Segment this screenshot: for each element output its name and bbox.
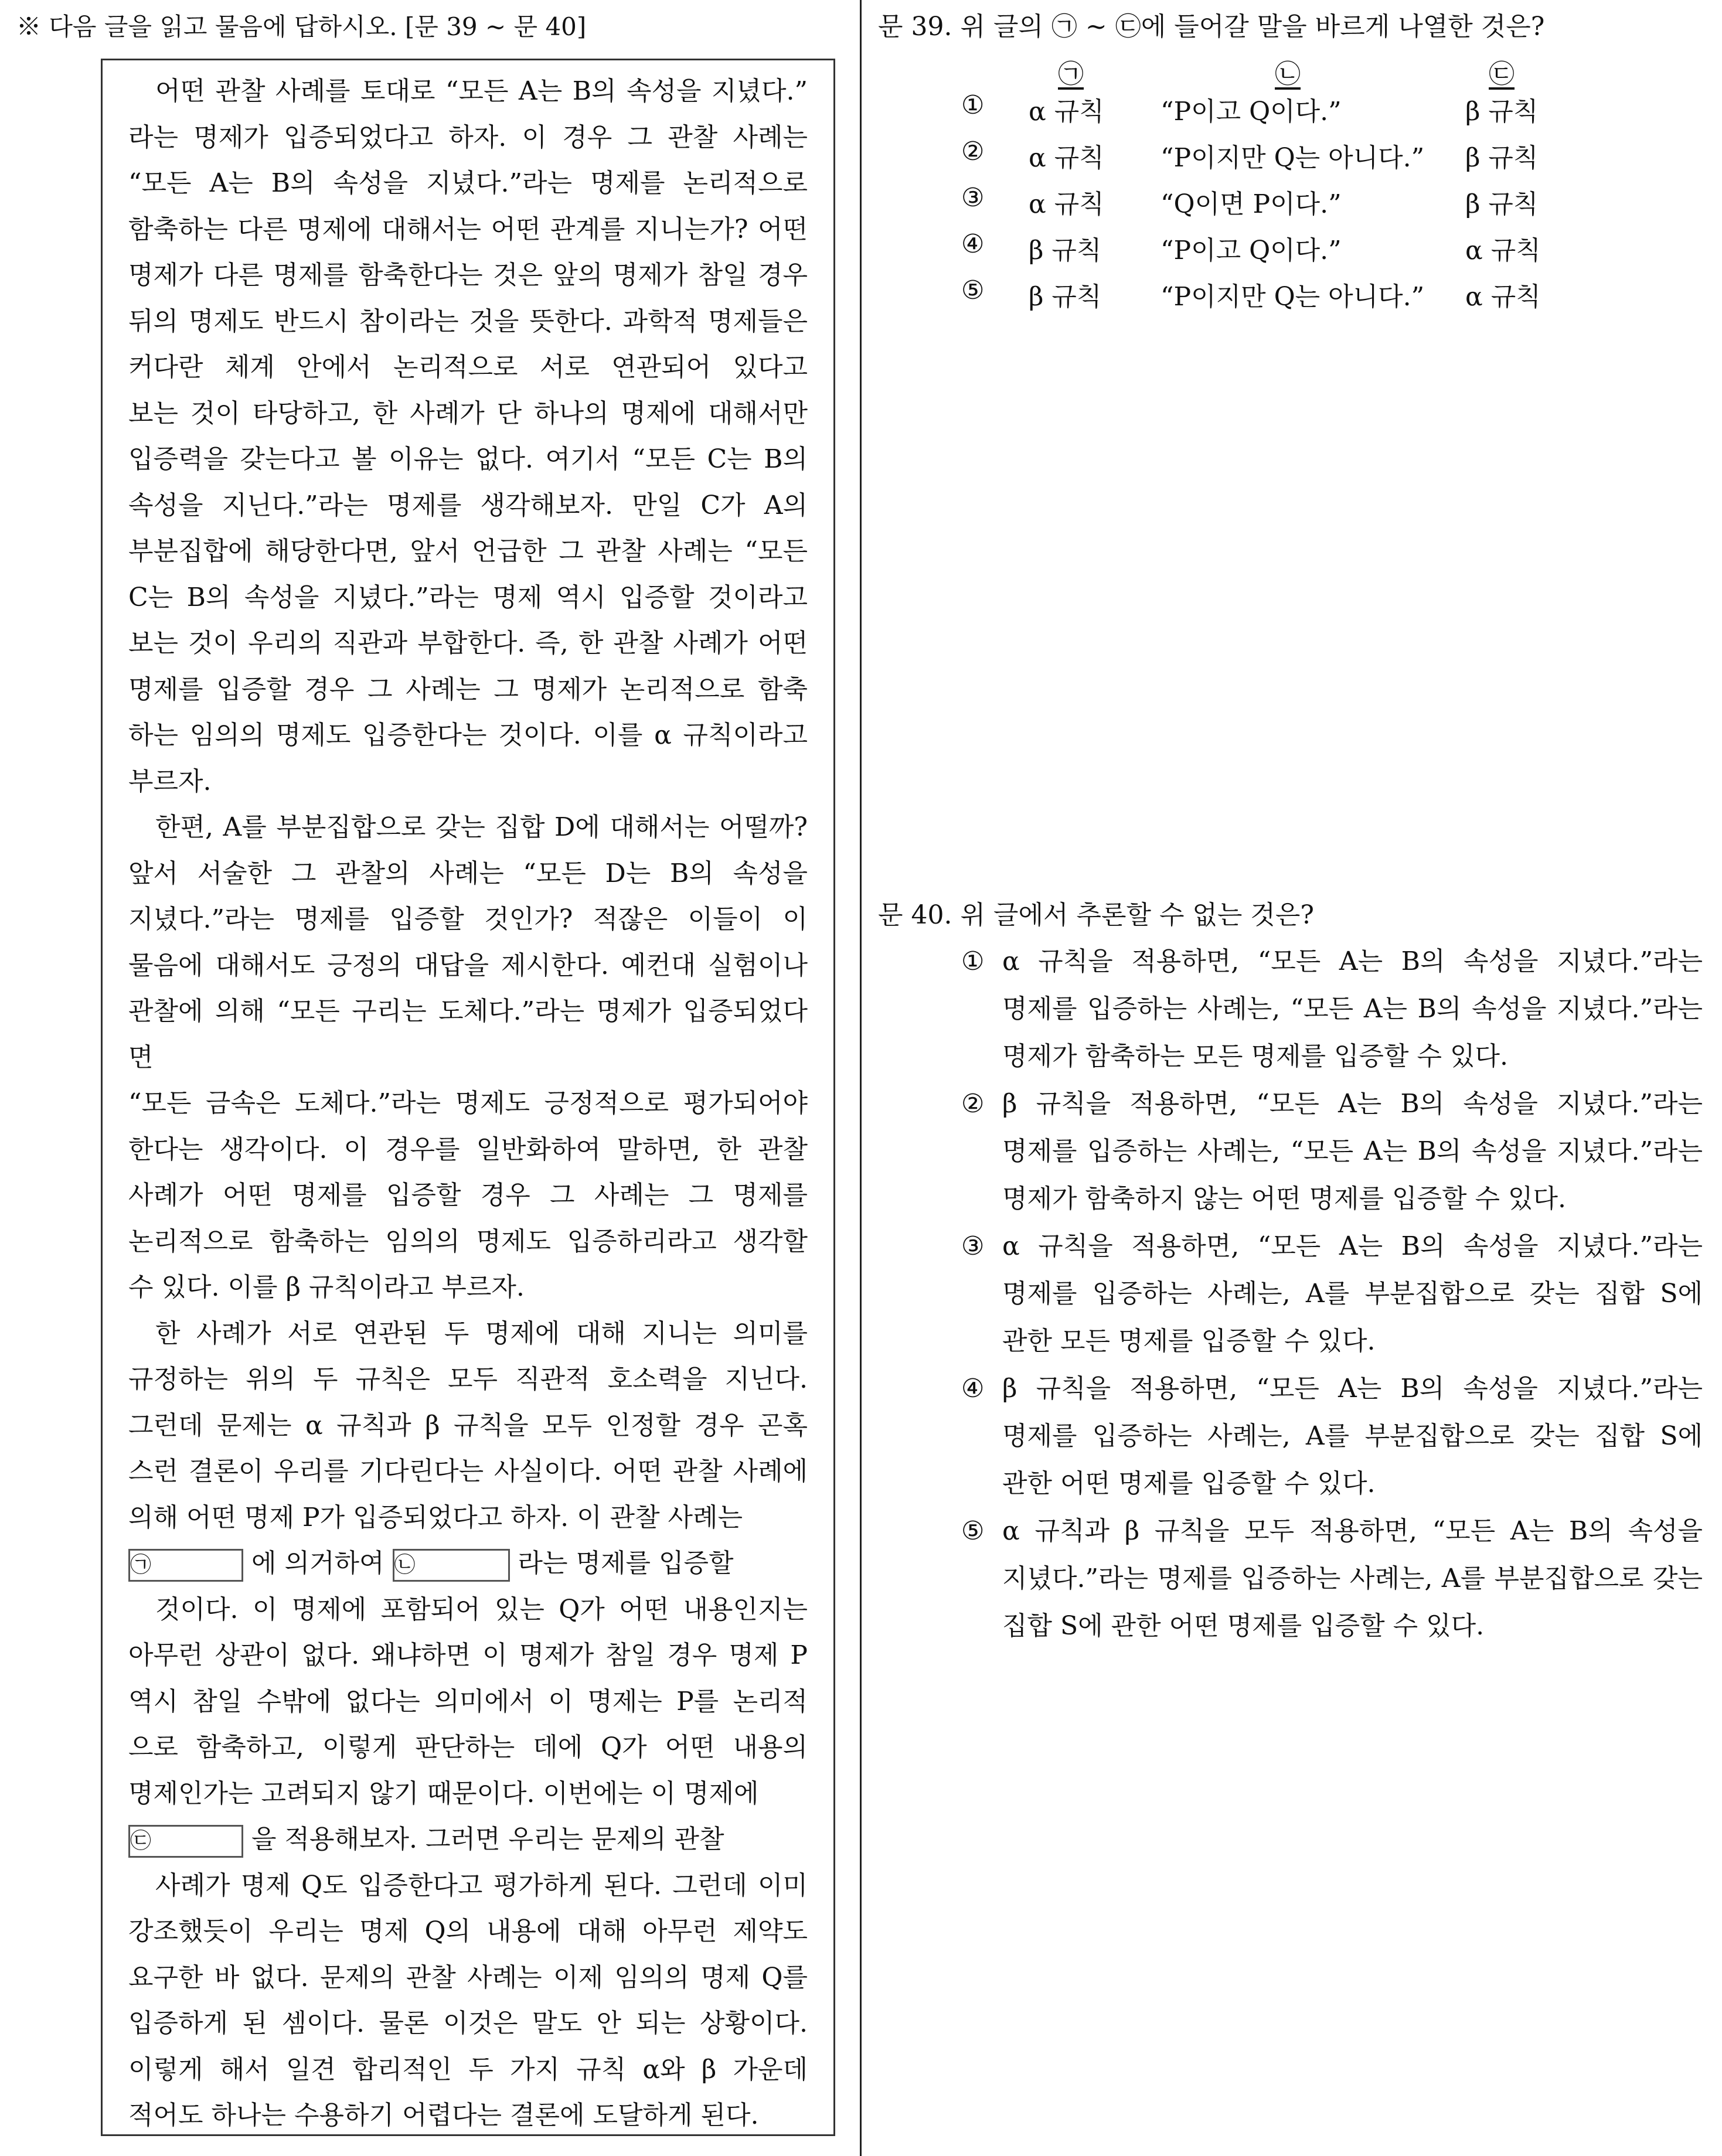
question-40-options: [961, 938, 1703, 1650]
q39-option-cell-c: β 규칙: [1465, 143, 1539, 173]
q40-option-1[interactable]: [961, 938, 1703, 1080]
q40-option-4[interactable]: [961, 1365, 1703, 1507]
instruction-text: ※ 다음 글을 읽고 물음에 답하시오. [문 39 ~ 문 40]: [16, 12, 587, 41]
paragraph-3b: [128, 1587, 808, 1817]
q39-option-cell-a: β 규칙: [1029, 236, 1102, 265]
passage-line: C는 B의 속성을 지녔다.”라는 명제 역시 입증할 것이라고: [128, 582, 808, 612]
q39-option-4[interactable]: [961, 229, 1665, 275]
passage-line: 하는 임의의 명제도 입증한다는 것이다. 이를 α 규칙이라고: [128, 720, 808, 750]
passage-line: 아무런 상관이 없다. 왜냐하면 이 명제가 참일 경우 명제 P: [128, 1640, 808, 1670]
passage-line: 명제인가는 고려되지 않기 때문이다. 이번에는 이 명제에: [128, 1778, 759, 1808]
q40-option-text: [1002, 1365, 1703, 1507]
blank-line-c: [128, 1817, 808, 1863]
passage-line: 적어도 하나는 수용하기 어렵다는 결론에 도달하게 된다.: [128, 2100, 759, 2130]
q39-option-1[interactable]: [961, 90, 1665, 137]
blank-line-ab-mid: 에 의거하여: [251, 1548, 384, 1578]
passage-line: 보는 것이 타당하고, 한 사례가 단 하나의 명제에 대해서만: [128, 398, 808, 428]
q40-option-line: 명제를 입증하는 사례는, A를 부분집합으로 갖는 집합 S에: [1002, 1421, 1703, 1451]
passage-line: 지녔다.”라는 명제를 입증할 것인가? 적잖은 이들이 이: [128, 904, 808, 934]
passage-line: 부분집합에 해당한다면, 앞서 언급한 그 관찰 사례는 “모든: [128, 536, 808, 566]
q40-option-line: 명제를 입증하는 사례는, “모든 A는 B의 속성을 지녔다.”라는: [1002, 994, 1703, 1024]
reading-passage: [101, 59, 835, 2136]
blank-c-box: ㉢: [128, 1825, 243, 1858]
q39-option-cell-a: α 규칙: [1029, 189, 1104, 219]
q39-option-cell-a: α 규칙: [1029, 143, 1104, 173]
q40-option-line: β 규칙을 적용하면, “모든 A는 B의 속성을 지녔다.”라는: [1002, 1374, 1703, 1404]
passage-line: 커다란 체계 안에서 논리적으로 서로 연관되어 있다고: [128, 352, 808, 382]
q39-column-headers: [961, 53, 1665, 90]
passage-line: 보는 것이 우리의 직관과 부합한다. 즉, 한 관찰 사례가 어떤: [128, 628, 808, 658]
q39-header-c: ㉢: [1489, 59, 1515, 89]
q40-option-line: β 규칙을 적용하면, “모든 A는 B의 속성을 지녔다.”라는: [1002, 1089, 1703, 1119]
q39-option-cell-b: “Q이면 P이다.”: [1161, 189, 1342, 219]
q39-option-cell-num: ③: [961, 183, 985, 213]
passage-line: 사례가 어떤 명제를 입증할 경우 그 사례는 그 명제를: [128, 1180, 808, 1210]
paragraph-2: [128, 805, 808, 1311]
q39-option-5[interactable]: [961, 275, 1665, 322]
passage-line: 그런데 문제는 α 규칙과 β 규칙을 모두 인정할 경우 곤혹: [128, 1410, 808, 1440]
passage-line: 속성을 지닌다.”라는 명제를 생각해보자. 만일 C가 A의: [128, 490, 808, 520]
passage-line: 수 있다. 이를 β 규칙이라고 부르자.: [128, 1272, 525, 1302]
q39-option-cell-num: ②: [961, 137, 985, 166]
q40-option-line: 관한 모든 명제를 입증할 수 있다.: [1002, 1326, 1376, 1356]
passage-line: 강조했듯이 우리는 명제 Q의 내용에 대해 아무런 제약도: [128, 1916, 808, 1946]
q39-option-cell-a: α 규칙: [1029, 97, 1104, 127]
q40-option-text: [1002, 1507, 1703, 1650]
q39-option-cell-num: ⑤: [961, 275, 985, 305]
q40-option-5[interactable]: [961, 1507, 1703, 1650]
q39-option-cell-b: “P이고 Q이다.”: [1161, 236, 1342, 265]
q39-header-b: ㉡: [1275, 59, 1301, 89]
q40-option-line: 명제가 함축하지 않는 어떤 명제를 입증할 수 있다.: [1002, 1184, 1566, 1214]
paragraph-3a: [128, 1311, 808, 1541]
blank-b-box: ㉡: [393, 1549, 510, 1582]
passage-line: 의해 어떤 명제 P가 입증되었다고 하자. 이 관찰 사례는: [128, 1502, 743, 1532]
q40-option-2[interactable]: [961, 1080, 1703, 1222]
question-40-title: 문 40. 위 글에서 추론할 수 없는 것은?: [878, 900, 1315, 930]
passage-line: 입증력을 갖는다고 볼 이유는 없다. 여기서 “모든 C는 B의: [128, 444, 808, 474]
passage-line: 명제가 다른 명제를 함축한다는 것은 앞의 명제가 참일 경우: [128, 260, 808, 290]
question-39-options: [961, 53, 1665, 322]
passage-line: 입증하게 된 셈이다. 물론 이것은 말도 안 되는 상황이다.: [128, 2008, 808, 2038]
blank-line-c-end: 을 적용해보자. 그러면 우리는 문제의 관찰: [251, 1824, 724, 1854]
question-39-title: 문 39. 위 글의 ㉠ ~ ㉢에 들어갈 말을 바르게 나열한 것은?: [878, 12, 1545, 42]
blank-line-ab: [128, 1541, 808, 1587]
q40-option-line: 명제를 입증하는 사례는, A를 부분집합으로 갖는 집합 S에: [1002, 1279, 1703, 1309]
q39-option-cell-c: α 규칙: [1465, 236, 1541, 265]
q39-option-cell-num: ④: [961, 229, 985, 259]
q40-option-text: [1002, 1222, 1703, 1365]
q39-option-cell-num: ①: [961, 90, 985, 120]
paragraph-3c: [128, 1863, 808, 2139]
q39-header-a: ㉠: [1058, 59, 1084, 89]
q40-option-line: 지녔다.”라는 명제를 입증하는 사례는, A를 부분집합으로 갖는: [1002, 1564, 1703, 1593]
passage-line: 사례가 명제 Q도 입증한다고 평가하게 된다. 그런데 이미: [155, 1870, 808, 1900]
passage-line: 물음에 대해서도 긍정의 대답을 제시한다. 예컨대 실험이나: [128, 950, 808, 980]
passage-line: 규정하는 위의 두 규칙은 모두 직관적 호소력을 지닌다.: [128, 1364, 808, 1394]
q40-option-line: 명제가 함축하는 모든 명제를 입증할 수 있다.: [1002, 1041, 1508, 1071]
q40-option-line: 명제를 입증하는 사례는, “모든 A는 B의 속성을 지녔다.”라는: [1002, 1136, 1703, 1166]
q40-option-number: ⑤: [961, 1516, 985, 1546]
blank-line-ab-end: 라는 명제를 입증할: [518, 1548, 734, 1578]
q39-option-2[interactable]: [961, 137, 1665, 183]
passage-line: 앞서 서술한 그 관찰의 사례는 “모든 D는 B의 속성을: [128, 858, 808, 888]
q39-option-cell-c: α 규칙: [1465, 282, 1541, 312]
passage-line: 것이다. 이 명제에 포함되어 있는 Q가 어떤 내용인지는: [155, 1594, 808, 1624]
q39-option-cell-a: β 규칙: [1029, 282, 1102, 312]
q40-option-3[interactable]: [961, 1222, 1703, 1365]
q39-option-cell-b: “P이지만 Q는 아니다.”: [1161, 143, 1425, 173]
passage-line: 뒤의 명제도 반드시 참이라는 것을 뜻한다. 과학적 명제들은: [128, 306, 808, 336]
passage-line: 역시 참일 수밖에 없다는 의미에서 이 명제는 P를 논리적: [128, 1686, 808, 1716]
passage-line: 요구한 바 없다. 문제의 관찰 사례는 이제 임의의 명제 Q를: [128, 1962, 808, 1992]
passage-line: 한다는 생각이다. 이 경우를 일반화하여 말하면, 한 관찰: [128, 1134, 808, 1164]
q39-option-cell-b: “P이고 Q이다.”: [1161, 97, 1342, 127]
passage-line: “모든 A는 B의 속성을 지녔다.”라는 명제를 논리적으로: [128, 168, 808, 198]
q40-option-text: [1002, 938, 1703, 1080]
q40-option-line: α 규칙을 적용하면, “모든 A는 B의 속성을 지녔다.”라는: [1002, 1231, 1703, 1261]
q40-option-line: 관한 어떤 명제를 입증할 수 있다.: [1002, 1469, 1376, 1498]
q40-option-number: ④: [961, 1374, 985, 1404]
column-divider: [860, 0, 862, 2156]
q40-option-number: ①: [961, 946, 985, 976]
passage-line: 명제를 입증할 경우 그 사례는 그 명제가 논리적으로 함축: [128, 674, 808, 704]
paragraph-1: [128, 69, 808, 805]
q39-option-cell-c: β 규칙: [1465, 97, 1539, 127]
passage-line: 스런 결론이 우리를 기다린다는 사실이다. 어떤 관찰 사례에: [128, 1456, 808, 1486]
q40-option-line: α 규칙과 β 규칙을 모두 적용하면, “모든 A는 B의 속성을: [1002, 1516, 1703, 1546]
passage-line: “모든 금속은 도체다.”라는 명제도 긍정적으로 평가되어야: [128, 1088, 808, 1118]
passage-line: 라는 명제가 입증되었다고 하자. 이 경우 그 관찰 사례는: [128, 122, 808, 152]
passage-line: 이렇게 해서 일견 합리적인 두 가지 규칙 α와 β 가운데: [128, 2054, 808, 2085]
blank-a-box: ㉠: [128, 1549, 243, 1582]
passage-line: 함축하는 다른 명제에 대해서는 어떤 관계를 지니는가? 어떤: [128, 214, 808, 244]
passage-line: 으로 함축하고, 이렇게 판단하는 데에 Q가 어떤 내용의: [128, 1732, 808, 1762]
q39-option-cell-c: β 규칙: [1465, 189, 1539, 219]
passage-line: 어떤 관찰 사례를 토대로 “모든 A는 B의 속성을 지녔다.”: [155, 76, 808, 106]
q40-option-number: ②: [961, 1089, 985, 1119]
q40-option-line: α 규칙을 적용하면, “모든 A는 B의 속성을 지녔다.”라는: [1002, 946, 1703, 976]
passage-line: 한편, A를 부분집합으로 갖는 집합 D에 대해서는 어떨까?: [155, 812, 808, 842]
passage-line: 부르자.: [128, 766, 212, 796]
q40-option-line: 집합 S에 관한 어떤 명제를 입증할 수 있다.: [1002, 1611, 1485, 1641]
passage-line: 한 사례가 서로 연관된 두 명제에 대해 지니는 의미를: [155, 1318, 808, 1348]
q39-option-3[interactable]: [961, 183, 1665, 229]
q39-option-cell-b: “P이지만 Q는 아니다.”: [1161, 282, 1425, 312]
q40-option-text: [1002, 1080, 1703, 1222]
passage-line: 논리적으로 함축하는 임의의 명제도 입증하리라고 생각할: [128, 1226, 808, 1256]
q40-option-number: ③: [961, 1231, 985, 1261]
passage-line: 관찰에 의해 “모든 구리는 도체다.”라는 명제가 입증되었다면: [128, 996, 808, 1072]
